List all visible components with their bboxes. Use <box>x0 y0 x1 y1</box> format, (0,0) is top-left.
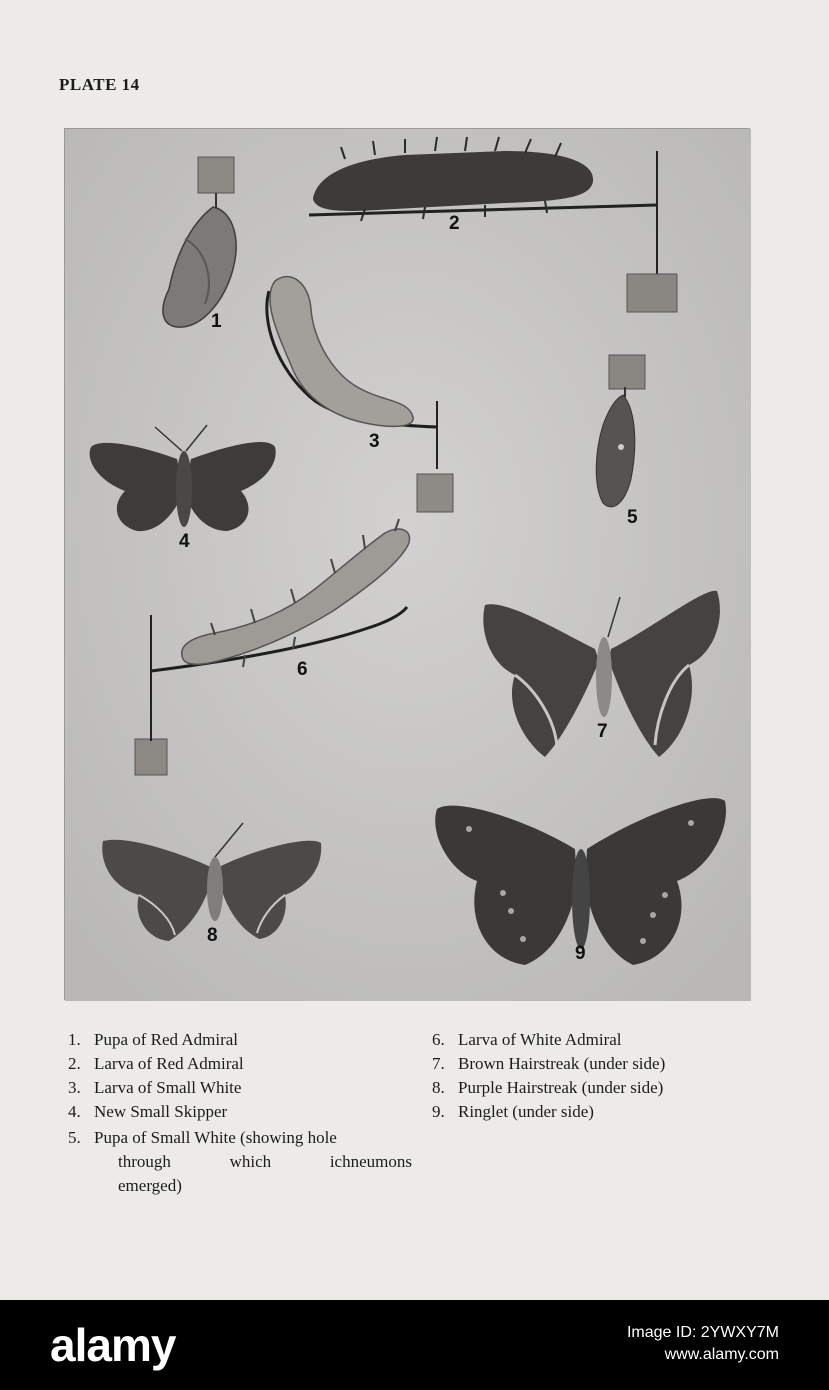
watermark-bar <box>0 1300 829 1390</box>
caption-1 <box>68 1028 238 1052</box>
alamy-logo: alamy <box>50 1319 176 1371</box>
caption-9-text: Ringlet (under side) <box>458 1102 594 1121</box>
caption-9-number: 9. <box>432 1102 445 1121</box>
caption-4 <box>68 1100 227 1124</box>
caption-5 <box>68 1126 337 1150</box>
specimen-number-1: 1 <box>211 311 222 332</box>
caption-5-continuation-2: emerged) <box>118 1176 182 1195</box>
specimen-number-9: 9 <box>575 943 586 964</box>
watermark-url: www.alamy.com <box>664 1346 779 1363</box>
caption-3-number: 3. <box>68 1078 81 1097</box>
specimen-number-2: 2 <box>449 213 460 234</box>
image-id-label: Image ID: 2YWXY7M <box>626 1324 779 1341</box>
caption-9 <box>432 1100 594 1124</box>
specimen-number-3: 3 <box>369 431 380 452</box>
caption-7 <box>432 1052 665 1076</box>
caption-8-number: 8. <box>432 1078 445 1097</box>
caption-7-number: 7. <box>432 1054 445 1073</box>
caption-2 <box>68 1052 244 1076</box>
caption-5-number: 5. <box>68 1128 81 1147</box>
specimen-number-4: 4 <box>179 531 190 552</box>
caption-1-text: Pupa of Red Admiral <box>94 1030 239 1049</box>
caption-4-number: 4. <box>68 1102 81 1121</box>
specimen-number-8: 8 <box>207 925 218 946</box>
caption-8-text: Purple Hairstreak (under side) <box>458 1078 664 1097</box>
caption-5-text: Pupa of Small White (showing hole <box>94 1128 337 1147</box>
caption-6 <box>432 1028 622 1052</box>
specimen-photograph <box>64 128 750 1000</box>
caption-5-continuation-1: through which ichneumons <box>118 1152 412 1171</box>
caption-2-number: 2. <box>68 1054 81 1073</box>
caption-8 <box>432 1076 663 1100</box>
caption-6-text: Larva of White Admiral <box>458 1030 622 1049</box>
specimen-number-5: 5 <box>627 507 638 528</box>
specimen-illustration <box>65 129 751 1001</box>
specimen-number-6: 6 <box>297 659 308 680</box>
watermark-info <box>627 1322 779 1366</box>
caption-1-number: 1. <box>68 1030 81 1049</box>
caption-6-number: 6. <box>432 1030 445 1049</box>
plate-title: PLATE 14 <box>59 75 140 94</box>
caption-3-text: Larva of Small White <box>94 1078 242 1097</box>
caption-2-text: Larva of Red Admiral <box>94 1054 244 1073</box>
caption-7-text: Brown Hairstreak (under side) <box>458 1054 666 1073</box>
caption-4-text: New Small Skipper <box>94 1102 228 1121</box>
caption-3 <box>68 1076 241 1100</box>
specimen-number-7: 7 <box>597 721 608 742</box>
